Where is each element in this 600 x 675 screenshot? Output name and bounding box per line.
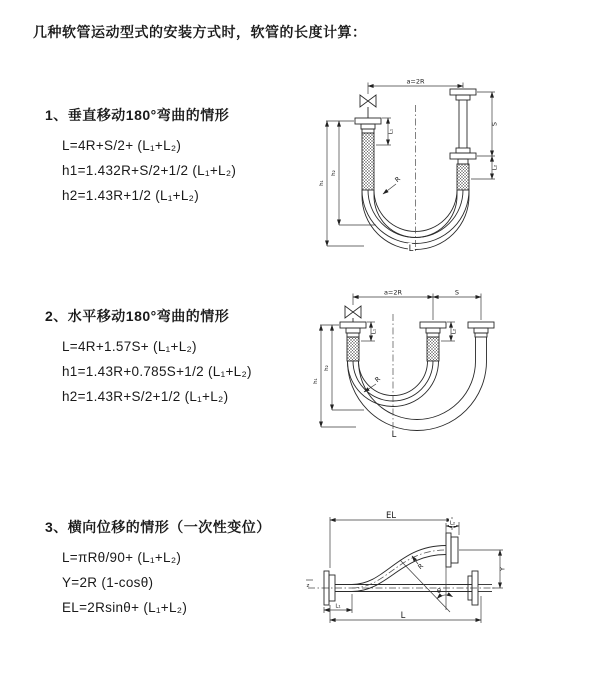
dim-label-h1: h₁ xyxy=(313,378,319,384)
diagram-horizontal-180-bend xyxy=(312,286,512,448)
dim-label-l1: L₁ xyxy=(388,128,395,135)
dim-label-y: Y xyxy=(498,567,507,571)
label-theta: θ xyxy=(437,587,441,595)
formula-h1: h1=1.432R+S/2+1/2 (L₁+L₂) xyxy=(62,163,237,178)
dim-label-a2r: a=2R xyxy=(383,288,403,297)
l-dimension xyxy=(330,596,481,623)
middle-pipe-assembly xyxy=(420,322,446,361)
label-hose-length: L xyxy=(391,430,397,440)
l1-dimension xyxy=(376,118,395,145)
section-vertical-motion xyxy=(45,105,236,205)
dim-label-l1: L₁ xyxy=(335,603,341,610)
top-dimension xyxy=(353,289,481,321)
l1-dimension xyxy=(324,594,352,613)
diagram-lateral-displacement xyxy=(300,508,512,630)
dim-label-l1: L₁ xyxy=(371,328,378,335)
hose-arcs xyxy=(348,361,487,431)
dim-label-l2: L₂ xyxy=(451,328,458,335)
dim-label-a2r: a=2R xyxy=(406,77,425,86)
top-dimension xyxy=(368,78,463,95)
section-horizontal-motion xyxy=(45,306,252,406)
label-radius: R xyxy=(393,174,403,184)
formula-length: L=4R+S/2+ (L₁+L₂) xyxy=(62,138,182,153)
diagram-vertical-180-bend xyxy=(318,75,503,255)
formula-length: L=πRθ/90+ (L₁+L₂) xyxy=(62,550,182,565)
dim-label-l2: L₂ xyxy=(492,164,499,171)
el-dimension xyxy=(330,511,452,568)
dim-label-s: S xyxy=(454,288,460,297)
section-1-heading: 1、垂直移动180°弯曲的情形 xyxy=(45,107,230,123)
formula-y: Y=2R (1-cosθ) xyxy=(62,575,154,590)
section-lateral-displacement xyxy=(45,517,271,617)
formula-el: EL=2Rsinθ+ (L₁+L₂) xyxy=(62,600,188,615)
dim-label-l: L xyxy=(400,611,406,621)
dim-label-l2: L₂ xyxy=(449,520,456,527)
label-hose-length: L xyxy=(408,244,414,254)
section-3-heading: 3、横向位移的情形（一次性变位） xyxy=(45,519,271,535)
l1-dimension xyxy=(361,322,378,341)
label-radius: R xyxy=(373,374,383,384)
dim-label-s: S xyxy=(490,121,499,127)
y-dimension xyxy=(459,550,507,588)
page-title: 几种软管运动型式的安装方式时，软管的长度计算： xyxy=(33,24,367,40)
section-2-heading: 2、水平移动180°弯曲的情形 xyxy=(45,308,230,324)
valve-icon xyxy=(345,306,361,322)
valve-icon xyxy=(360,95,376,118)
formula-length: L=4R+1.57S+ (L₁+L₂) xyxy=(62,339,197,354)
radius-leader xyxy=(383,175,402,194)
label-centerline-z: z xyxy=(306,583,310,589)
left-pipe-assembly xyxy=(340,322,366,361)
left-pipe-assembly xyxy=(355,118,381,190)
right-pipe-assembly xyxy=(450,89,476,190)
formula-h2: h2=1.43R+S/2+1/2 (L₁+L₂) xyxy=(62,389,229,404)
dim-label-h2: h₂ xyxy=(324,365,330,371)
dim-label-h2: h₂ xyxy=(331,170,337,176)
dim-label-h1: h₁ xyxy=(319,180,325,186)
dim-label-el: EL xyxy=(385,511,397,521)
upper-flange-assembly xyxy=(446,533,458,567)
right-pipe-assembly-moved-position xyxy=(468,322,494,361)
formula-h1: h1=1.43R+0.785S+1/2 (L₁+L₂) xyxy=(62,364,252,379)
formula-h2: h2=1.43R+1/2 (L₁+L₂) xyxy=(62,188,200,203)
s-dimension xyxy=(477,92,499,156)
label-radius: R xyxy=(416,561,426,571)
l2-dimension xyxy=(441,322,458,341)
